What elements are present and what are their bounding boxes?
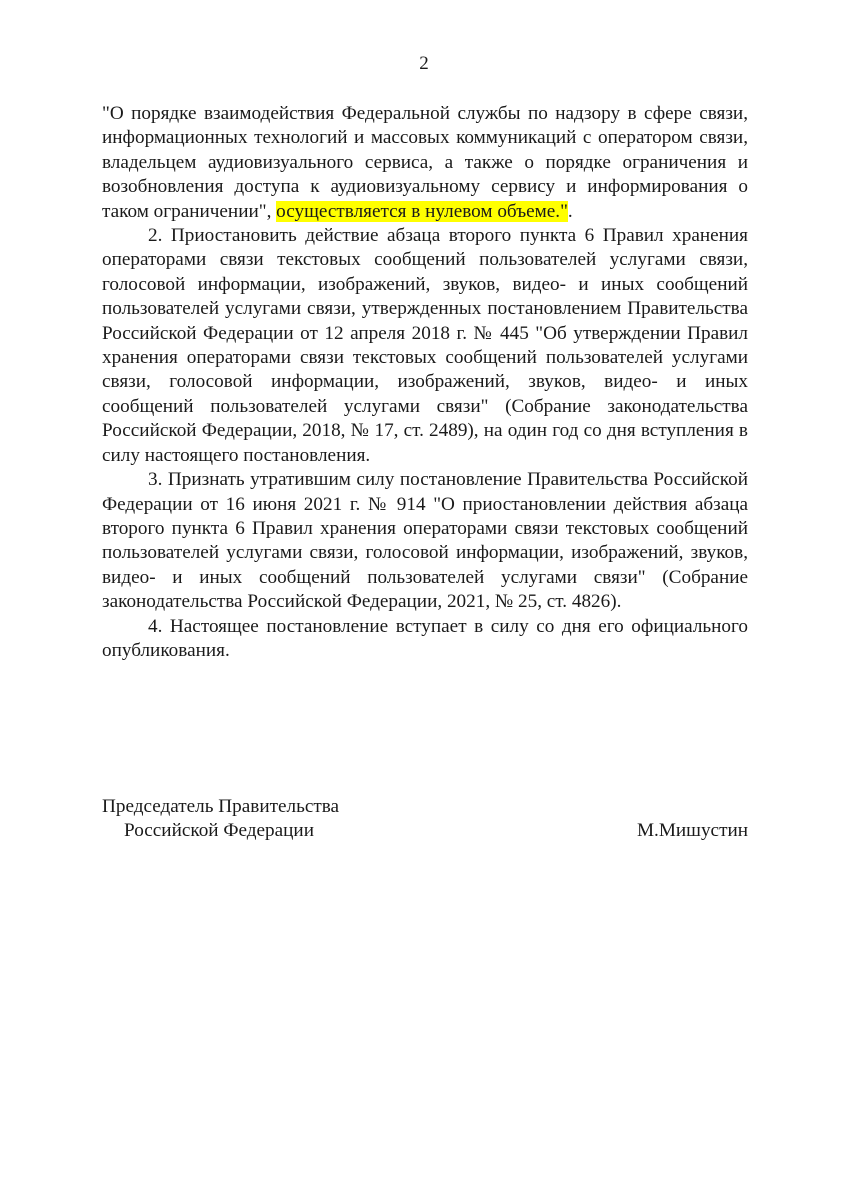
highlighted-text: осуществляется в нулевом объеме."	[276, 200, 568, 222]
paragraph-item-2: 2. Приостановить действие абзаца второго пункта 6 Правил хранения операторами связи текстовых сообщений пользователей услугами связи, голосовой информации, изображений, звуков, видео- и иных сообщений пользователей услугами связи, утвержденных постановлением Правительства Российской Федерации от 12 апреля 2018 г. № 445 "Об утверждении Правил хранения операторами связи текстовых сообщений пользователей услугами связи, голосовой информации, изображений, звуков, видео- и иных сообщений пользователей услугами связи" (Собрание законодательства Российской Федерации, 2018, № 17, ст. 2489), на один год со дня вступления в силу настоящего постановления.	[102, 225, 748, 466]
signer-title-line1: Председатель Правительства	[102, 796, 340, 817]
paragraph-item-4: 4. Настоящее постановление вступает в силу со дня его официального опубликования.	[102, 615, 748, 661]
paragraph-text: "О порядке взаимодействия Федеральной службы по надзору в сфере связи, информационных технологий и массовых коммуникаций с оператором связи, владельцем аудиовизуального сервиса, а также о порядке ограничения и возобновления доступа к аудиовизуальному сервису и информирования о таком ограничении",	[102, 103, 748, 222]
signer-name: М.Мишустин	[637, 820, 748, 842]
document-body	[102, 102, 748, 663]
signature-block	[102, 795, 748, 844]
page-number: 2	[419, 53, 429, 74]
paragraph-item-3: 3. Признать утратившим силу постановление Правительства Российской Федерации от 16 июня 2021 г. № 914 "О приостановлении действия абзаца второго пункта 6 Правил хранения операторами связи текстовых сообщений пользователей услугами связи, голосовой информации, изображений, звуков, видео- и иных сообщений пользователей услугами связи" (Собрание законодательства Российской Федерации, 2021, № 25, ст. 4826).	[102, 469, 748, 613]
paragraph-continuation	[102, 102, 748, 224]
paragraph-end: .	[567, 200, 573, 222]
signer-title-line2: Российской Федерации	[124, 820, 314, 842]
